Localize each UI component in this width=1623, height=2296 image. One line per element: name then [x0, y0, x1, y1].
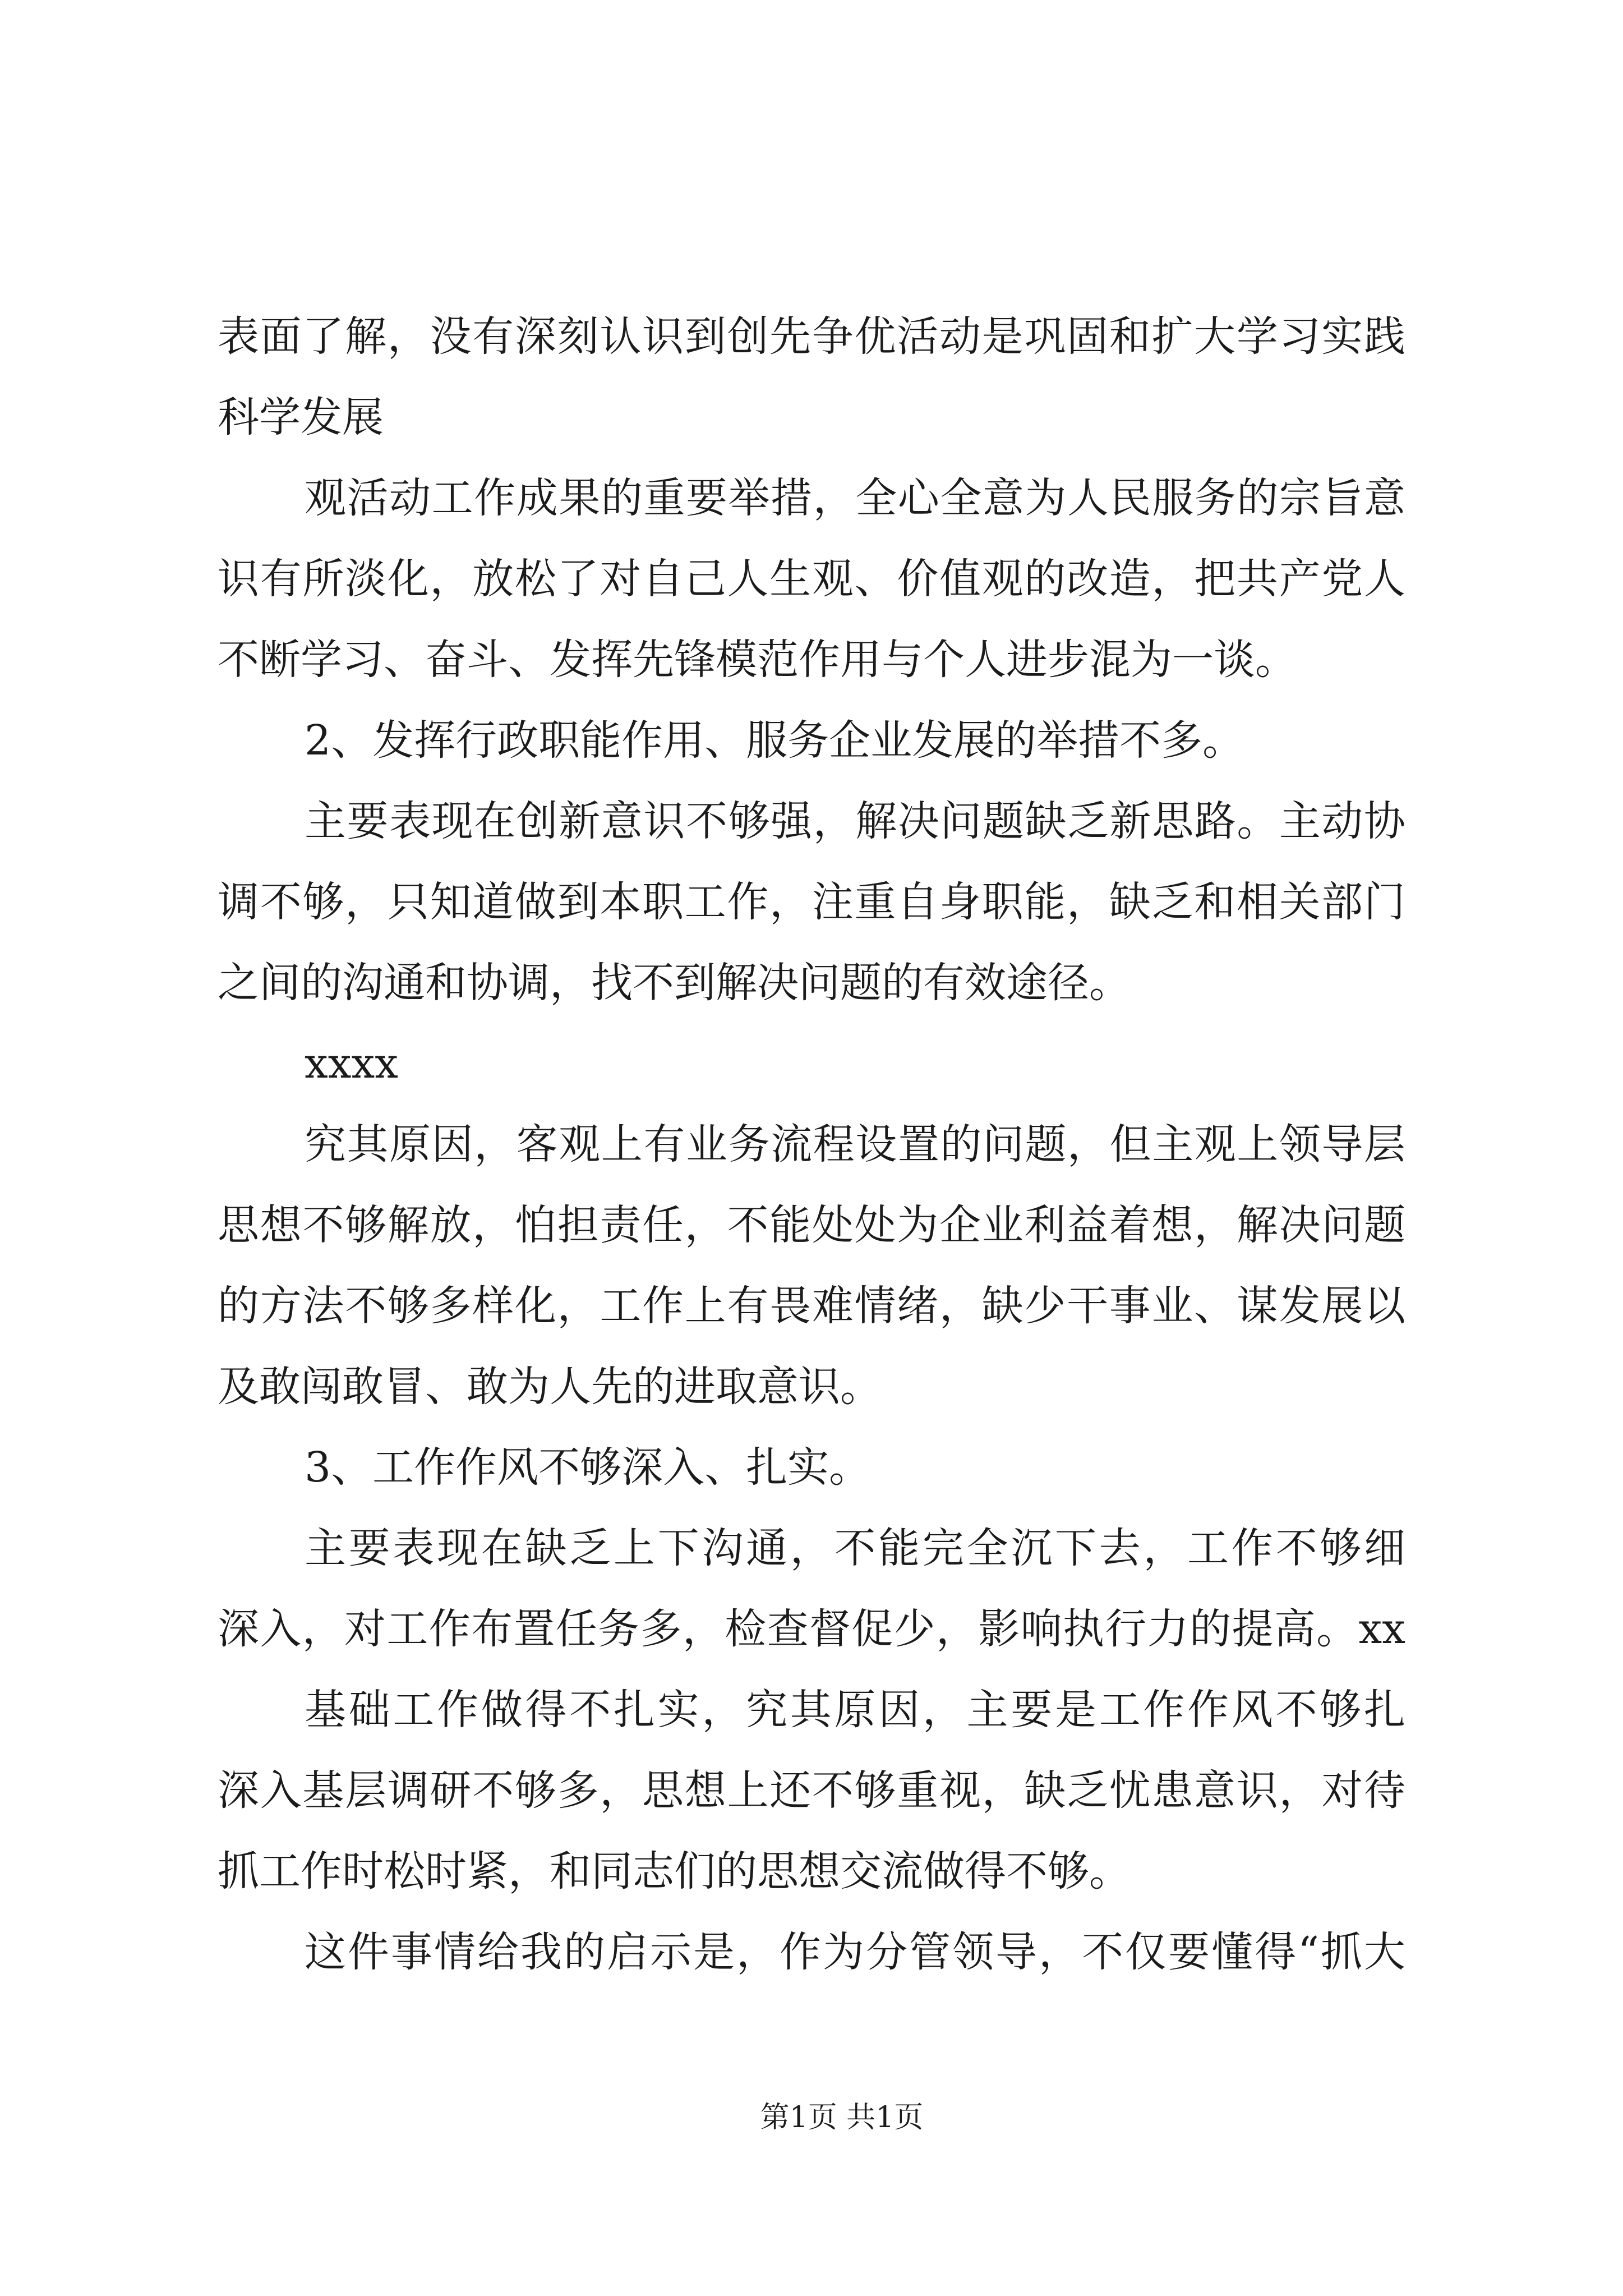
text-line: 抓工作时松时紧，和同志们的思想交流做得不够。: [218, 1847, 1131, 1895]
text-line: 深入，对工作布置任务多，检查督促少，影响执行力的提高。xx: [218, 1605, 1405, 1653]
paragraph: [218, 458, 1405, 700]
text-line: 基础工作做得不扎实，究其原因，主要是工作作风不够扎: [305, 1686, 1405, 1734]
text-line: 识有所淡化，放松了对自己人生观、价值观的改造，把共产党人: [218, 555, 1405, 603]
text-line: 不断学习、奋斗、发挥先锋模范作用与个人进步混为一谈。: [218, 636, 1297, 684]
text-line: 调不够，只知道做到本职工作，注重自身职能，缺乏和相关部门: [218, 878, 1405, 926]
text-line: 及敢闯敢冒、敢为人先的进取意识。: [218, 1363, 882, 1411]
paragraph: [218, 296, 1405, 458]
text-line: 深入基层调研不够多，思想上还不够重视，缺乏忧患意识，对待: [218, 1766, 1405, 1815]
paragraph: [218, 700, 1405, 781]
text-line: 观活动工作成果的重要举措，全心全意为人民服务的宗旨意: [305, 474, 1405, 522]
page-footer-page-number: 第1页 共1页: [760, 2101, 924, 2134]
paragraph: [218, 1912, 1405, 1993]
text-line: 科学发展: [218, 393, 384, 441]
text-line: 主要表现在缺乏上下沟通，不能完全沉下去，工作不够细: [305, 1524, 1405, 1572]
text-line: 思想不够解放，怕担责任，不能处处为企业利益着想，解决问题: [218, 1201, 1405, 1249]
paragraph: [218, 781, 1405, 1023]
paragraph: [218, 1427, 1405, 1508]
paragraph: [218, 1104, 1405, 1427]
text-line: 之间的沟通和协调，找不到解决问题的有效途径。: [218, 959, 1131, 1007]
text-line: 这件事情给我的启示是，作为分管领导，不仅要懂得“抓大: [305, 1928, 1405, 1976]
placeholder-text: xxxx: [305, 1039, 398, 1088]
text-line: 主要表现在创新意识不够强，解决问题缺乏新思路。主动协: [305, 797, 1405, 845]
paragraph: [218, 1669, 1405, 1912]
section-heading: 3、工作作风不够深入、扎实。: [305, 1443, 871, 1492]
text-line: 的方法不够多样化，工作上有畏难情绪，缺少干事业、谋发展以: [218, 1282, 1405, 1330]
paragraph: [218, 1508, 1405, 1669]
document-body: [218, 296, 1405, 1993]
paragraph: [218, 1023, 1405, 1104]
text-line: 究其原因，客观上有业务流程设置的问题，但主观上领导层: [305, 1120, 1405, 1168]
section-heading: 2、发挥行政职能作用、服务企业发展的举措不多。: [305, 716, 1244, 765]
text-line: 表面了解，没有深刻认识到创先争优活动是巩固和扩大学习实践: [218, 312, 1405, 361]
